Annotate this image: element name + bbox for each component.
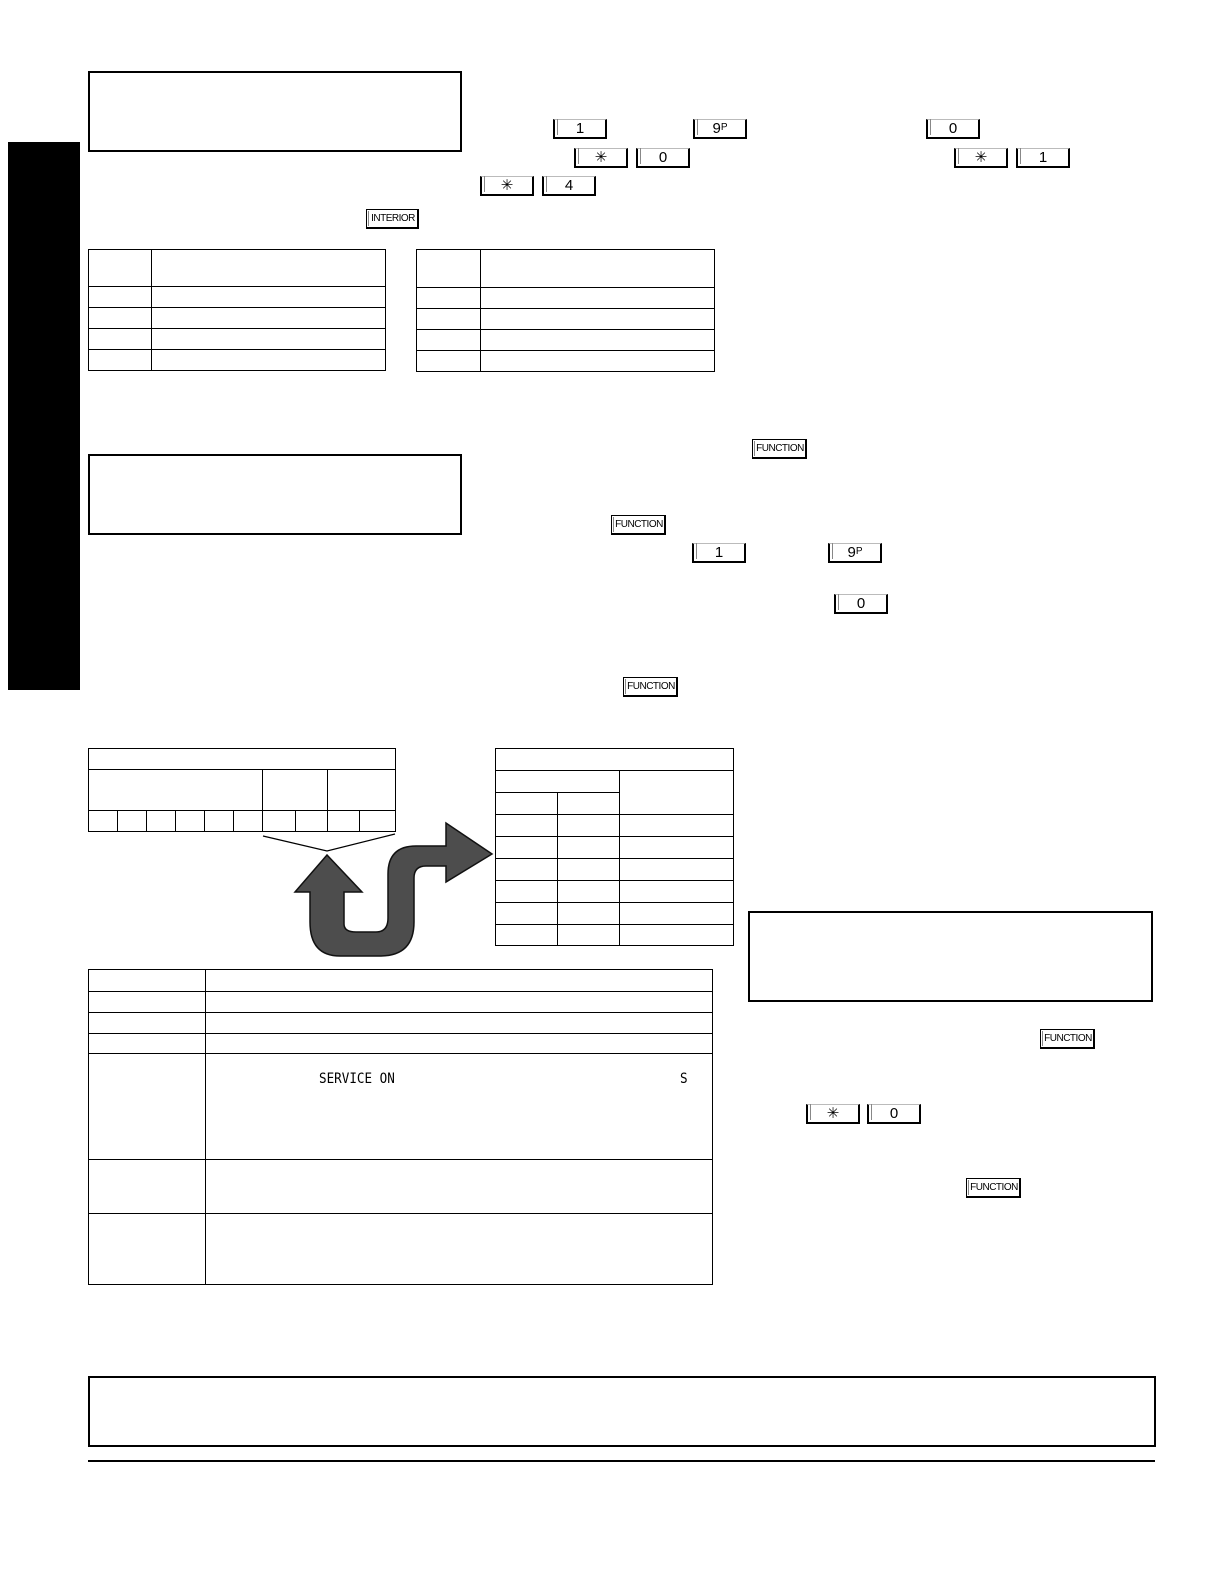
key-1[interactable]: 1 bbox=[692, 543, 746, 563]
key-9[interactable]: $9^P$ bbox=[828, 543, 882, 563]
key-1[interactable]: 1 bbox=[553, 119, 607, 139]
key-0[interactable]: 0 bbox=[834, 594, 888, 614]
key-star[interactable]: ✳ bbox=[574, 148, 628, 168]
note-box bbox=[88, 1376, 1156, 1447]
service-on-display-char: S bbox=[680, 1071, 688, 1087]
key-9[interactable]: $9^P$ bbox=[693, 119, 747, 139]
function-key[interactable]: FUNCTION bbox=[752, 439, 807, 459]
key-star[interactable]: ✳ bbox=[954, 148, 1008, 168]
footer-rule bbox=[88, 1460, 1155, 1462]
upper-right-table bbox=[416, 249, 715, 372]
key-0[interactable]: 0 bbox=[926, 119, 980, 139]
service-table bbox=[88, 969, 713, 1285]
key-0[interactable]: 0 bbox=[867, 1104, 921, 1124]
function-key[interactable]: FUNCTION bbox=[611, 515, 666, 535]
section-tab bbox=[8, 142, 80, 690]
key-0[interactable]: 0 bbox=[636, 148, 690, 168]
code-table bbox=[495, 748, 734, 946]
key-4[interactable]: 4 bbox=[542, 176, 596, 196]
function-key[interactable]: FUNCTION bbox=[966, 1178, 1021, 1198]
function-key[interactable]: FUNCTION bbox=[623, 677, 678, 697]
curved-arrow-icon bbox=[290, 818, 496, 960]
function-key[interactable]: FUNCTION bbox=[1040, 1029, 1095, 1049]
interior-key[interactable]: INTERIOR bbox=[366, 209, 419, 229]
key-1[interactable]: 1 bbox=[1016, 148, 1070, 168]
section-heading-box-3 bbox=[748, 911, 1153, 1002]
section-heading-box bbox=[88, 71, 462, 152]
upper-left-table bbox=[88, 249, 386, 371]
service-on-display-text: SERVICE ON bbox=[319, 1071, 395, 1087]
key-star[interactable]: ✳ bbox=[806, 1104, 860, 1124]
section-heading-box-2 bbox=[88, 454, 462, 535]
key-star[interactable]: ✳ bbox=[480, 176, 534, 196]
